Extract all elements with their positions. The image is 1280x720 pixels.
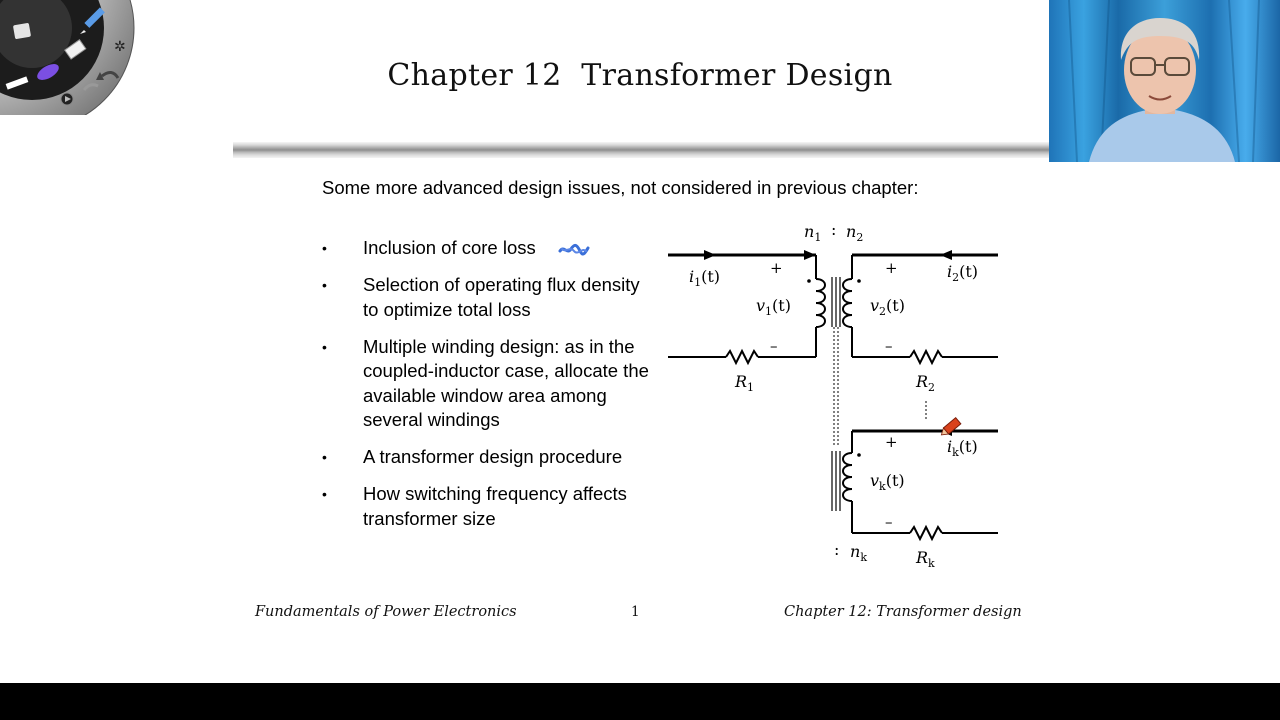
bullet-text: A transformer design procedure bbox=[363, 446, 623, 467]
nk-colon: : bbox=[834, 540, 840, 559]
polarity-dot-2 bbox=[857, 279, 861, 283]
footer-page-number: 1 bbox=[631, 604, 640, 620]
current-arrow-2 bbox=[940, 250, 952, 260]
label-Rk: $R_k$ bbox=[916, 548, 935, 570]
resistor-Rk bbox=[910, 527, 942, 539]
pen-annotation-scribble bbox=[558, 243, 590, 257]
bottom-letterbox-bar bbox=[0, 683, 1280, 720]
current-arrow-1 bbox=[704, 250, 716, 260]
eraser-icon[interactable] bbox=[13, 23, 31, 40]
winding-2-coil bbox=[843, 279, 852, 327]
minus-k: – bbox=[885, 513, 893, 531]
winding-k-coil bbox=[843, 453, 852, 501]
intro-text: Some more advanced design issues, not considered in previous chapter: bbox=[322, 177, 919, 198]
footer-chapter: Chapter 12: Transformer design bbox=[784, 604, 1022, 620]
slide-title: Chapter 12 Transformer Design bbox=[387, 58, 893, 93]
label-i2: $i_2(t)$ bbox=[947, 262, 979, 284]
ratio-n2: $n_2$ bbox=[846, 222, 864, 244]
resistor-R1 bbox=[726, 351, 758, 363]
bullet-list bbox=[322, 236, 652, 544]
polarity-dot-1 bbox=[807, 279, 811, 283]
settings-star-icon: ✲ bbox=[114, 39, 126, 55]
label-vk: $v_k(t)$ bbox=[870, 471, 905, 493]
bullet-dot: • bbox=[322, 277, 327, 293]
label-i1: $i_1(t)$ bbox=[689, 267, 721, 289]
bullet-dot: • bbox=[322, 449, 327, 465]
bullet-item bbox=[322, 236, 652, 261]
bullet-dot: • bbox=[322, 338, 327, 355]
record-icon[interactable] bbox=[61, 93, 73, 105]
bullet-item bbox=[322, 482, 652, 531]
plus-k: + bbox=[885, 433, 898, 451]
ratio-n1: $n_1$ bbox=[804, 222, 822, 244]
bullet-text: Selection of operating flux density to optimize total loss bbox=[363, 274, 640, 320]
label-R2: $R_2$ bbox=[916, 372, 936, 394]
bullet-dot: • bbox=[322, 240, 327, 256]
winding-1-coil bbox=[816, 279, 825, 327]
transformer-circuit bbox=[660, 215, 1010, 580]
minus-2: – bbox=[885, 337, 893, 355]
label-ik: $i_k(t)$ bbox=[947, 437, 978, 459]
footer-book-title: Fundamentals of Power Electronics bbox=[255, 604, 517, 620]
bullet-text: Multiple winding design: as in the coupled-inductor case, allocate the available window area among several windings bbox=[363, 335, 649, 430]
bullet-dot: • bbox=[322, 486, 327, 502]
plus-2: + bbox=[885, 259, 898, 277]
ratio-colon: : bbox=[831, 220, 837, 239]
label-R1: $R_1$ bbox=[735, 372, 755, 394]
plus-1: + bbox=[770, 259, 783, 277]
bullet-item bbox=[322, 335, 652, 433]
webcam-video bbox=[1049, 0, 1280, 162]
annotation-toolwheel[interactable] bbox=[0, 0, 140, 115]
label-nk: $n_k$ bbox=[850, 542, 867, 564]
polarity-dot-k bbox=[857, 453, 861, 457]
bullet-item bbox=[322, 445, 652, 470]
bullet-item bbox=[322, 273, 652, 322]
title-rule bbox=[233, 142, 1049, 158]
label-v2: $v_2(t)$ bbox=[870, 296, 905, 318]
bullet-text: How switching frequency affects transformer size bbox=[363, 483, 627, 529]
resistor-R2 bbox=[910, 351, 942, 363]
bullet-text: Inclusion of core loss bbox=[363, 237, 536, 258]
label-v1: $v_1(t)$ bbox=[756, 296, 791, 318]
minus-1: – bbox=[770, 337, 778, 355]
current-arrow-1 bbox=[804, 250, 816, 260]
